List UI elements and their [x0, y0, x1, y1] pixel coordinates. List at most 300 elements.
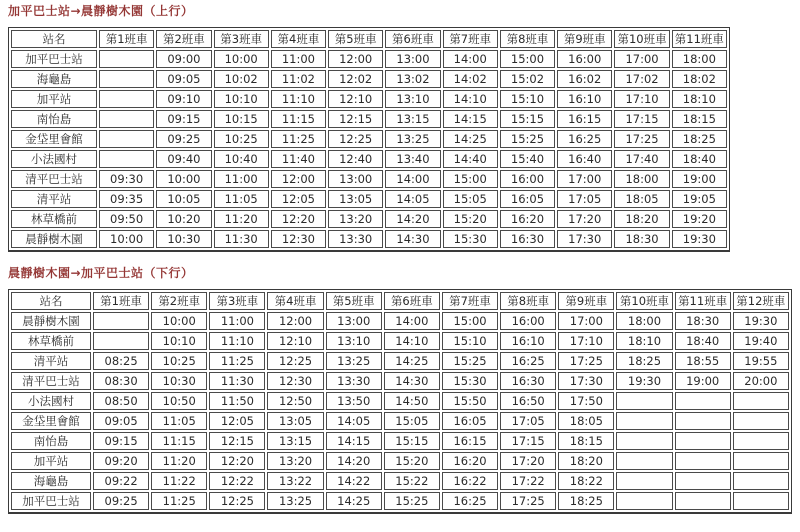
- station-row: [11, 452, 789, 470]
- time-cell: 16:50: [500, 392, 556, 410]
- time-cell: [675, 412, 731, 430]
- time-cell: 12:25: [209, 492, 265, 510]
- time-cell: 17:10: [558, 332, 614, 350]
- time-cell: 18:40: [672, 150, 727, 168]
- time-cell: 12:15: [209, 432, 265, 450]
- bus-run-column-header: 第6班車: [384, 292, 440, 310]
- station-row: [11, 170, 727, 188]
- header-row: [11, 292, 789, 310]
- time-cell: 18:22: [558, 472, 614, 490]
- time-cell: 12:02: [328, 70, 383, 88]
- time-cell: 16:15: [557, 110, 612, 128]
- time-cell: 14:30: [385, 230, 440, 248]
- time-cell: 09:50: [99, 210, 154, 228]
- time-cell: 15:20: [384, 452, 440, 470]
- station-name-cell: 清平巴士站: [11, 170, 97, 188]
- time-cell: 10:10: [214, 90, 269, 108]
- time-cell: 14:22: [326, 472, 382, 490]
- time-cell: 14:05: [326, 412, 382, 430]
- uphill-section: [8, 4, 800, 252]
- time-cell: 13:10: [326, 332, 382, 350]
- time-cell: 11:02: [271, 70, 326, 88]
- time-cell: 17:15: [614, 110, 669, 128]
- station-name-cell: 金垈里會館: [11, 412, 91, 430]
- time-cell: 16:10: [557, 90, 612, 108]
- time-cell: 12:10: [328, 90, 383, 108]
- time-cell: 16:40: [557, 150, 612, 168]
- downhill-section: [8, 266, 800, 514]
- time-cell: 13:30: [326, 372, 382, 390]
- station-name-cell: 小法國村: [11, 392, 91, 410]
- time-cell: 16:02: [557, 70, 612, 88]
- time-cell: 19:00: [675, 372, 731, 390]
- time-cell: 18:00: [672, 50, 727, 68]
- station-row: [11, 432, 789, 450]
- time-cell: 17:50: [558, 392, 614, 410]
- bus-run-column-header: 第11班車: [672, 30, 727, 48]
- time-cell: [616, 432, 672, 450]
- time-cell: 17:22: [500, 472, 556, 490]
- time-cell: 09:25: [93, 492, 149, 510]
- time-cell: 12:25: [328, 130, 383, 148]
- time-cell: 12:30: [267, 372, 323, 390]
- time-cell: 11:30: [214, 230, 269, 248]
- time-cell: 18:15: [672, 110, 727, 128]
- time-cell: 14:30: [384, 372, 440, 390]
- time-cell: 13:40: [385, 150, 440, 168]
- station-name-cell: 林草橋前: [11, 332, 91, 350]
- time-cell: 11:05: [214, 190, 269, 208]
- station-name-cell: 南怡島: [11, 432, 91, 450]
- time-cell: 14:20: [385, 210, 440, 228]
- time-cell: 11:15: [151, 432, 207, 450]
- time-cell: 15:22: [384, 472, 440, 490]
- downhill-timetable: [8, 289, 792, 514]
- bus-run-column-header: 第8班車: [500, 292, 556, 310]
- bus-run-column-header: 第7班車: [443, 30, 498, 48]
- time-cell: 13:22: [267, 472, 323, 490]
- time-cell: 19:00: [672, 170, 727, 188]
- uphill-route-title: 加平巴士站→晨靜樹木園（上行）: [8, 4, 194, 18]
- time-cell: 12:25: [267, 352, 323, 370]
- time-cell: 13:25: [326, 352, 382, 370]
- bus-run-column-header: 第8班車: [500, 30, 555, 48]
- time-cell: 14:00: [385, 170, 440, 188]
- time-cell: 09:22: [93, 472, 149, 490]
- time-cell: [675, 452, 731, 470]
- time-cell: 14:50: [384, 392, 440, 410]
- time-cell: 16:20: [442, 452, 498, 470]
- time-cell: [99, 90, 154, 108]
- time-cell: 10:10: [151, 332, 207, 350]
- time-cell: 17:30: [557, 230, 612, 248]
- time-cell: 15:20: [443, 210, 498, 228]
- time-cell: 15:50: [442, 392, 498, 410]
- time-cell: 14:00: [443, 50, 498, 68]
- bus-run-column-header: 第4班車: [267, 292, 323, 310]
- time-cell: 17:00: [614, 50, 669, 68]
- station-row: [11, 472, 789, 490]
- station-name-cell: 林草橋前: [11, 210, 97, 228]
- time-cell: 17:00: [557, 170, 612, 188]
- header-row: [11, 30, 727, 48]
- time-cell: 12:22: [209, 472, 265, 490]
- time-cell: 14:02: [443, 70, 498, 88]
- time-cell: 19:30: [616, 372, 672, 390]
- bus-run-column-header: 第1班車: [99, 30, 154, 48]
- time-cell: 18:30: [614, 230, 669, 248]
- time-cell: 15:30: [443, 230, 498, 248]
- time-cell: [616, 392, 672, 410]
- time-cell: 10:00: [99, 230, 154, 248]
- time-cell: 10:25: [151, 352, 207, 370]
- time-cell: 14:40: [443, 150, 498, 168]
- time-cell: 15:00: [443, 170, 498, 188]
- time-cell: 19:55: [733, 352, 789, 370]
- bus-run-column-header: 第2班車: [151, 292, 207, 310]
- time-cell: 12:30: [271, 230, 326, 248]
- time-cell: [616, 412, 672, 430]
- station-name-cell: 加平巴士站: [11, 50, 97, 68]
- time-cell: 11:40: [271, 150, 326, 168]
- time-cell: [616, 472, 672, 490]
- bus-run-column-header: 第2班車: [156, 30, 211, 48]
- time-cell: 11:22: [151, 472, 207, 490]
- time-cell: 12:15: [328, 110, 383, 128]
- time-cell: 15:05: [384, 412, 440, 430]
- bus-run-column-header: 第9班車: [558, 292, 614, 310]
- time-cell: 14:25: [384, 352, 440, 370]
- time-cell: 12:05: [209, 412, 265, 430]
- time-cell: [733, 412, 789, 430]
- time-cell: 12:10: [267, 332, 323, 350]
- time-cell: 13:30: [328, 230, 383, 248]
- time-cell: [675, 472, 731, 490]
- station-name-cell: 加平站: [11, 452, 91, 470]
- station-name-cell: 清平巴士站: [11, 372, 91, 390]
- time-cell: 13:25: [385, 130, 440, 148]
- station-row: [11, 70, 727, 88]
- time-cell: 16:15: [442, 432, 498, 450]
- time-cell: 15:25: [500, 130, 555, 148]
- time-cell: 18:10: [672, 90, 727, 108]
- time-cell: 17:20: [557, 210, 612, 228]
- time-cell: 16:10: [500, 332, 556, 350]
- bus-run-column-header: 第3班車: [214, 30, 269, 48]
- time-cell: 14:00: [384, 312, 440, 330]
- station-name-cell: 金垈里會館: [11, 130, 97, 148]
- time-cell: 18:25: [558, 492, 614, 510]
- time-cell: 15:30: [442, 372, 498, 390]
- bus-run-column-header: 第9班車: [557, 30, 612, 48]
- station-row: [11, 210, 727, 228]
- time-cell: 13:00: [385, 50, 440, 68]
- station-row: [11, 352, 789, 370]
- time-cell: 12:00: [328, 50, 383, 68]
- time-cell: 15:00: [500, 50, 555, 68]
- station-name-cell: 加平巴士站: [11, 492, 91, 510]
- time-cell: 18:10: [616, 332, 672, 350]
- time-cell: 17:25: [558, 352, 614, 370]
- time-cell: 18:55: [675, 352, 731, 370]
- station-name-cell: 晨靜樹木園: [11, 230, 97, 248]
- time-cell: 08:25: [93, 352, 149, 370]
- time-cell: 16:30: [500, 372, 556, 390]
- time-cell: 13:02: [385, 70, 440, 88]
- station-name-cell: 海龜島: [11, 70, 97, 88]
- time-cell: [99, 50, 154, 68]
- time-cell: 16:00: [500, 170, 555, 188]
- time-cell: 09:35: [99, 190, 154, 208]
- station-name-cell: 晨靜樹木園: [11, 312, 91, 330]
- time-cell: 18:02: [672, 70, 727, 88]
- time-cell: [733, 392, 789, 410]
- time-cell: [93, 312, 149, 330]
- station-row: [11, 492, 789, 510]
- station-name-cell: 加平站: [11, 90, 97, 108]
- time-cell: 15:25: [442, 352, 498, 370]
- time-cell: 11:25: [151, 492, 207, 510]
- time-cell: 19:30: [733, 312, 789, 330]
- time-cell: 12:40: [328, 150, 383, 168]
- uphill-timetable: [8, 27, 730, 252]
- time-cell: 13:20: [267, 452, 323, 470]
- time-cell: 13:00: [328, 170, 383, 188]
- time-cell: [733, 492, 789, 510]
- time-cell: 20:00: [733, 372, 789, 390]
- time-cell: [675, 492, 731, 510]
- bus-run-column-header: 第10班車: [616, 292, 672, 310]
- time-cell: 10:15: [214, 110, 269, 128]
- time-cell: 10:40: [214, 150, 269, 168]
- bus-run-column-header: 第4班車: [271, 30, 326, 48]
- time-cell: 16:22: [442, 472, 498, 490]
- time-cell: 11:00: [209, 312, 265, 330]
- time-cell: 09:10: [156, 90, 211, 108]
- time-cell: 11:10: [209, 332, 265, 350]
- station-row: [11, 312, 789, 330]
- time-cell: 10:00: [214, 50, 269, 68]
- time-cell: 10:30: [151, 372, 207, 390]
- time-cell: 11:00: [271, 50, 326, 68]
- time-cell: 08:30: [93, 372, 149, 390]
- station-name-cell: 海龜島: [11, 472, 91, 490]
- time-cell: 11:25: [271, 130, 326, 148]
- time-cell: 18:30: [675, 312, 731, 330]
- bus-run-column-header: 第11班車: [675, 292, 731, 310]
- time-cell: [99, 110, 154, 128]
- time-cell: 14:15: [443, 110, 498, 128]
- time-cell: 18:25: [616, 352, 672, 370]
- time-cell: 11:25: [209, 352, 265, 370]
- time-cell: 09:05: [93, 412, 149, 430]
- time-cell: 13:15: [385, 110, 440, 128]
- time-cell: 14:20: [326, 452, 382, 470]
- time-cell: 17:10: [614, 90, 669, 108]
- time-cell: 13:10: [385, 90, 440, 108]
- bus-run-column-header: 第5班車: [326, 292, 382, 310]
- downhill-route-title: 晨靜樹木園→加平巴士站（下行）: [8, 266, 194, 280]
- time-cell: 12:20: [271, 210, 326, 228]
- time-cell: 15:40: [500, 150, 555, 168]
- time-cell: 15:25: [384, 492, 440, 510]
- bus-run-column-header: 第3班車: [209, 292, 265, 310]
- time-cell: 14:25: [326, 492, 382, 510]
- time-cell: 18:15: [558, 432, 614, 450]
- station-row: [11, 392, 789, 410]
- time-cell: [616, 452, 672, 470]
- time-cell: 16:00: [557, 50, 612, 68]
- time-cell: 18:40: [675, 332, 731, 350]
- time-cell: 17:30: [558, 372, 614, 390]
- station-row: [11, 150, 727, 168]
- time-cell: 12:05: [271, 190, 326, 208]
- time-cell: 14:10: [443, 90, 498, 108]
- station-column-header: 站名: [11, 30, 97, 48]
- time-cell: 09:00: [156, 50, 211, 68]
- station-row: [11, 230, 727, 248]
- time-cell: 11:20: [214, 210, 269, 228]
- time-cell: 14:15: [326, 432, 382, 450]
- time-cell: 17:05: [557, 190, 612, 208]
- time-cell: 09:30: [99, 170, 154, 188]
- station-name-cell: 南怡島: [11, 110, 97, 128]
- time-cell: 13:00: [326, 312, 382, 330]
- time-cell: 17:40: [614, 150, 669, 168]
- time-cell: 13:20: [328, 210, 383, 228]
- time-cell: 15:02: [500, 70, 555, 88]
- time-cell: 17:05: [500, 412, 556, 430]
- time-cell: [675, 432, 731, 450]
- station-row: [11, 50, 727, 68]
- time-cell: [616, 492, 672, 510]
- time-cell: [93, 332, 149, 350]
- time-cell: [733, 432, 789, 450]
- bus-run-column-header: 第10班車: [614, 30, 669, 48]
- time-cell: 17:25: [500, 492, 556, 510]
- time-cell: 13:05: [328, 190, 383, 208]
- time-cell: 16:25: [500, 352, 556, 370]
- time-cell: 17:15: [500, 432, 556, 450]
- time-cell: 16:05: [500, 190, 555, 208]
- time-cell: 11:20: [151, 452, 207, 470]
- time-cell: 19:40: [733, 332, 789, 350]
- time-cell: 10:30: [156, 230, 211, 248]
- time-cell: 15:05: [443, 190, 498, 208]
- time-cell: 18:00: [616, 312, 672, 330]
- bus-run-column-header: 第6班車: [385, 30, 440, 48]
- time-cell: 09:05: [156, 70, 211, 88]
- time-cell: 16:00: [500, 312, 556, 330]
- time-cell: 14:10: [384, 332, 440, 350]
- station-row: [11, 412, 789, 430]
- time-cell: 09:15: [93, 432, 149, 450]
- time-cell: 08:50: [93, 392, 149, 410]
- time-cell: 17:00: [558, 312, 614, 330]
- time-cell: 11:05: [151, 412, 207, 430]
- time-cell: 09:25: [156, 130, 211, 148]
- time-cell: 15:10: [500, 90, 555, 108]
- time-cell: 12:20: [209, 452, 265, 470]
- time-cell: 11:10: [271, 90, 326, 108]
- time-cell: 13:15: [267, 432, 323, 450]
- time-cell: 19:05: [672, 190, 727, 208]
- time-cell: 12:00: [267, 312, 323, 330]
- time-cell: 10:50: [151, 392, 207, 410]
- bus-run-column-header: 第5班車: [328, 30, 383, 48]
- station-name-cell: 清平站: [11, 190, 97, 208]
- time-cell: 10:00: [151, 312, 207, 330]
- time-cell: 15:15: [500, 110, 555, 128]
- time-cell: 13:05: [267, 412, 323, 430]
- time-cell: 09:20: [93, 452, 149, 470]
- time-cell: [99, 70, 154, 88]
- bus-run-column-header: 第12班車: [733, 292, 789, 310]
- station-row: [11, 190, 727, 208]
- time-cell: 16:25: [442, 492, 498, 510]
- time-cell: 16:05: [442, 412, 498, 430]
- time-cell: 10:02: [214, 70, 269, 88]
- time-cell: 17:20: [500, 452, 556, 470]
- time-cell: 16:20: [500, 210, 555, 228]
- time-cell: 10:20: [156, 210, 211, 228]
- time-cell: 12:50: [267, 392, 323, 410]
- time-cell: 11:30: [209, 372, 265, 390]
- time-cell: 15:10: [442, 332, 498, 350]
- time-cell: [675, 392, 731, 410]
- time-cell: 18:20: [558, 452, 614, 470]
- station-name-cell: 清平站: [11, 352, 91, 370]
- time-cell: 09:40: [156, 150, 211, 168]
- time-cell: 17:02: [614, 70, 669, 88]
- time-cell: 12:00: [271, 170, 326, 188]
- time-cell: 15:15: [384, 432, 440, 450]
- time-cell: 11:50: [209, 392, 265, 410]
- station-column-header: 站名: [11, 292, 91, 310]
- time-cell: 14:05: [385, 190, 440, 208]
- time-cell: 13:25: [267, 492, 323, 510]
- station-row: [11, 372, 789, 390]
- time-cell: 18:05: [614, 190, 669, 208]
- time-cell: 13:50: [326, 392, 382, 410]
- station-name-cell: 小法國村: [11, 150, 97, 168]
- time-cell: 09:15: [156, 110, 211, 128]
- time-cell: 11:00: [214, 170, 269, 188]
- time-cell: 18:05: [558, 412, 614, 430]
- time-cell: 10:00: [156, 170, 211, 188]
- time-cell: 11:15: [271, 110, 326, 128]
- time-cell: 19:20: [672, 210, 727, 228]
- time-cell: 17:25: [614, 130, 669, 148]
- station-row: [11, 110, 727, 128]
- bus-run-column-header: 第7班車: [442, 292, 498, 310]
- time-cell: [733, 452, 789, 470]
- time-cell: 18:00: [614, 170, 669, 188]
- time-cell: [99, 150, 154, 168]
- time-cell: 10:25: [214, 130, 269, 148]
- time-cell: 10:05: [156, 190, 211, 208]
- time-cell: 15:00: [442, 312, 498, 330]
- time-cell: 18:20: [614, 210, 669, 228]
- time-cell: 19:30: [672, 230, 727, 248]
- time-cell: [733, 472, 789, 490]
- time-cell: [99, 130, 154, 148]
- station-row: [11, 130, 727, 148]
- bus-run-column-header: 第1班車: [93, 292, 149, 310]
- station-row: [11, 90, 727, 108]
- time-cell: 18:25: [672, 130, 727, 148]
- station-row: [11, 332, 789, 350]
